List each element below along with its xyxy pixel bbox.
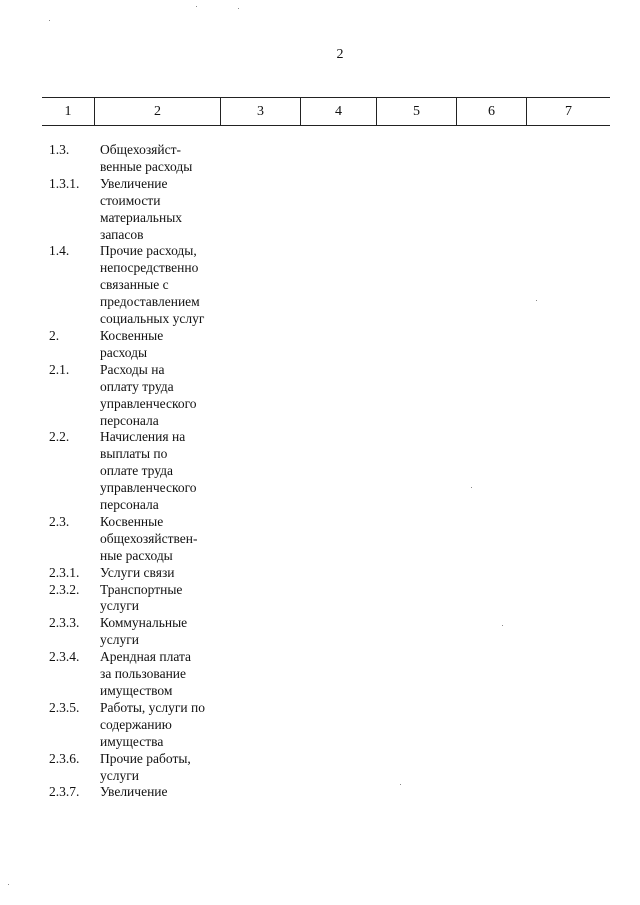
row-number: 2.	[49, 327, 60, 343]
page-number: 2	[336, 47, 344, 62]
row-label: Косвенные расходы	[100, 327, 164, 360]
table-row	[49, 429, 225, 514]
row-label: Прочие работы, услуги	[100, 750, 191, 783]
row-label: Увеличение стоимости материальных запасов	[100, 175, 183, 242]
row-number: 2.3.2.	[49, 581, 80, 597]
scan-speck	[49, 20, 50, 21]
row-label: Увеличение	[100, 784, 168, 800]
row-number: 2.2.	[49, 429, 70, 445]
table-row	[49, 362, 225, 430]
scan-speck	[196, 6, 197, 7]
scan-speck	[536, 300, 537, 301]
row-number: 2.3.6.	[49, 750, 80, 766]
row-label: Расходы на оплату труда управленческого персонала	[100, 361, 197, 428]
column-header-4: 4	[300, 98, 376, 125]
table-row	[49, 615, 225, 649]
table-row	[49, 565, 225, 582]
table-row	[49, 700, 225, 751]
table-row	[49, 784, 225, 801]
table-row	[49, 176, 225, 244]
row-number: 1.3.	[49, 142, 70, 157]
row-number: 2.3.4.	[49, 649, 80, 665]
row-label: Арендная плата за пользование имуществом	[100, 649, 192, 698]
row-label: Работы, услуги по содержанию имущества	[100, 699, 206, 749]
column-header-7: 7	[526, 98, 610, 125]
table-row	[49, 243, 225, 328]
row-label: Услуги связи	[100, 564, 175, 580]
table-row	[49, 142, 225, 176]
row-number: 2.3.7.	[49, 784, 80, 800]
column-header-6: 6	[456, 98, 526, 125]
scan-speck	[502, 625, 503, 626]
row-number: 2.1.	[49, 361, 70, 377]
row-label: Транспортные услуги	[100, 581, 183, 614]
scan-speck	[8, 884, 9, 885]
row-label: Коммунальные услуги	[100, 615, 188, 648]
row-number: 2.3.5.	[49, 699, 80, 715]
row-label: Начисления на выплаты по оплате труда управленческого персонала	[100, 429, 197, 513]
column-header-3: 3	[220, 98, 300, 125]
column-header-1: 1	[64, 103, 72, 119]
row-number: 1.3.1.	[49, 175, 80, 191]
row-number: 2.3.3.	[49, 615, 80, 631]
row-label: Общехозяйст- венные расходы	[100, 142, 193, 174]
table-row	[49, 514, 225, 565]
column-header-2: 2	[94, 98, 220, 125]
row-label: Косвенные общехозяйствен- ные расходы	[100, 513, 198, 563]
scan-speck	[238, 8, 239, 9]
table-header	[42, 97, 610, 126]
table-row	[49, 751, 225, 785]
row-number: 2.3.1.	[49, 564, 80, 580]
row-label: Прочие расходы, непосредственно связанные с предоставлением социальных услуг	[100, 243, 205, 327]
row-number: 1.4.	[49, 243, 70, 259]
table-row	[49, 328, 225, 362]
scan-speck	[400, 784, 401, 785]
table-row	[49, 649, 225, 700]
column-header-5: 5	[376, 98, 456, 125]
scan-speck	[471, 487, 472, 488]
table-row	[49, 582, 225, 616]
expense-rows	[49, 142, 225, 801]
row-number: 2.3.	[49, 513, 70, 529]
